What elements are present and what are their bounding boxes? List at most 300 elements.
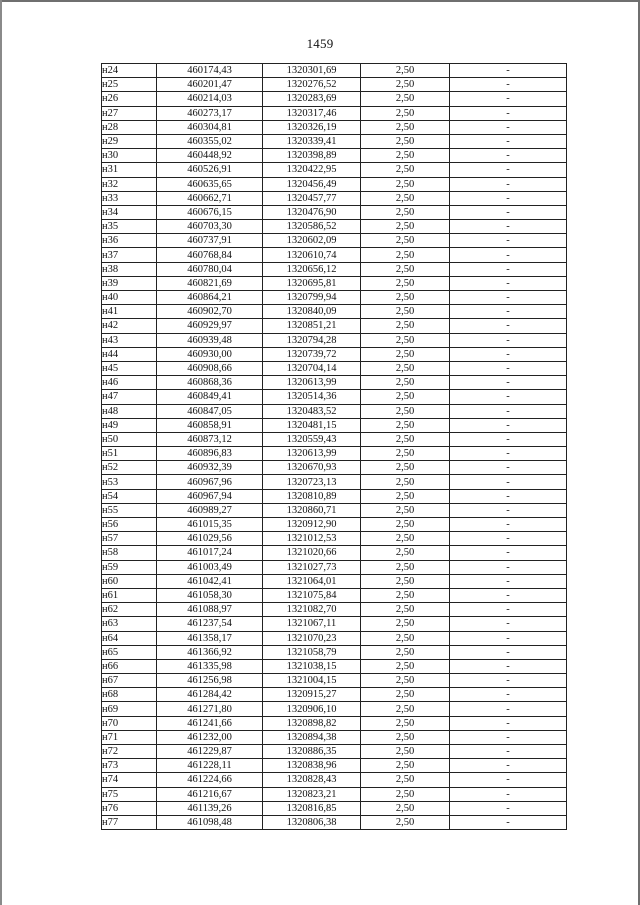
point-id-cell: н32 xyxy=(102,177,157,191)
table-row xyxy=(102,645,567,659)
point-id-cell: н27 xyxy=(102,106,157,120)
table-row xyxy=(102,177,567,191)
y-coordinate-cell: 1320823,21 xyxy=(263,787,361,801)
accuracy-cell: 2,50 xyxy=(361,447,450,461)
point-id-cell: н35 xyxy=(102,220,157,234)
accuracy-cell: 2,50 xyxy=(361,78,450,92)
x-coordinate-cell: 461228,11 xyxy=(157,759,263,773)
y-coordinate-cell: 1321004,15 xyxy=(263,674,361,688)
table-row xyxy=(102,716,567,730)
y-coordinate-cell: 1320851,21 xyxy=(263,319,361,333)
table-row xyxy=(102,674,567,688)
x-coordinate-cell: 460214,03 xyxy=(157,92,263,106)
description-cell: - xyxy=(450,92,567,106)
x-coordinate-cell: 460849,41 xyxy=(157,390,263,404)
x-coordinate-cell: 461003,49 xyxy=(157,560,263,574)
y-coordinate-cell: 1320794,28 xyxy=(263,333,361,347)
y-coordinate-cell: 1320898,82 xyxy=(263,716,361,730)
description-cell: - xyxy=(450,305,567,319)
description-cell: - xyxy=(450,376,567,390)
table-row xyxy=(102,447,567,461)
x-coordinate-cell: 461237,54 xyxy=(157,617,263,631)
table-row xyxy=(102,730,567,744)
accuracy-cell: 2,50 xyxy=(361,489,450,503)
table-row xyxy=(102,489,567,503)
x-coordinate-cell: 461284,42 xyxy=(157,688,263,702)
accuracy-cell: 2,50 xyxy=(361,390,450,404)
description-cell: - xyxy=(450,432,567,446)
accuracy-cell: 2,50 xyxy=(361,503,450,517)
table-row xyxy=(102,106,567,120)
point-id-cell: н49 xyxy=(102,418,157,432)
description-cell: - xyxy=(450,418,567,432)
y-coordinate-cell: 1320915,27 xyxy=(263,688,361,702)
table-row xyxy=(102,745,567,759)
accuracy-cell: 2,50 xyxy=(361,574,450,588)
accuracy-cell: 2,50 xyxy=(361,191,450,205)
y-coordinate-cell: 1320317,46 xyxy=(263,106,361,120)
table-row xyxy=(102,432,567,446)
table-row xyxy=(102,759,567,773)
x-coordinate-cell: 461017,24 xyxy=(157,546,263,560)
coordinates-table xyxy=(101,63,567,830)
x-coordinate-cell: 460847,05 xyxy=(157,404,263,418)
y-coordinate-cell: 1321027,73 xyxy=(263,560,361,574)
accuracy-cell: 2,50 xyxy=(361,134,450,148)
table-row xyxy=(102,191,567,205)
table-row xyxy=(102,376,567,390)
y-coordinate-cell: 1320704,14 xyxy=(263,361,361,375)
y-coordinate-cell: 1320828,43 xyxy=(263,773,361,787)
scan-edge-top xyxy=(0,0,640,2)
accuracy-cell: 2,50 xyxy=(361,234,450,248)
y-coordinate-cell: 1320912,90 xyxy=(263,518,361,532)
y-coordinate-cell: 1320559,43 xyxy=(263,432,361,446)
y-coordinate-cell: 1320860,71 xyxy=(263,503,361,517)
accuracy-cell: 2,50 xyxy=(361,716,450,730)
table-row xyxy=(102,163,567,177)
description-cell: - xyxy=(450,716,567,730)
point-id-cell: н29 xyxy=(102,134,157,148)
accuracy-cell: 2,50 xyxy=(361,92,450,106)
description-cell: - xyxy=(450,404,567,418)
accuracy-cell: 2,50 xyxy=(361,361,450,375)
x-coordinate-cell: 460932,39 xyxy=(157,461,263,475)
y-coordinate-cell: 1320886,35 xyxy=(263,745,361,759)
description-cell: - xyxy=(450,659,567,673)
description-cell: - xyxy=(450,532,567,546)
accuracy-cell: 2,50 xyxy=(361,64,450,78)
point-id-cell: н54 xyxy=(102,489,157,503)
y-coordinate-cell: 1320739,72 xyxy=(263,347,361,361)
table-row xyxy=(102,248,567,262)
description-cell: - xyxy=(450,688,567,702)
table-row xyxy=(102,787,567,801)
accuracy-cell: 2,50 xyxy=(361,461,450,475)
y-coordinate-cell: 1320326,19 xyxy=(263,120,361,134)
x-coordinate-cell: 460929,97 xyxy=(157,319,263,333)
description-cell: - xyxy=(450,773,567,787)
y-coordinate-cell: 1321058,79 xyxy=(263,645,361,659)
x-coordinate-cell: 461216,67 xyxy=(157,787,263,801)
table-row xyxy=(102,588,567,602)
description-cell: - xyxy=(450,489,567,503)
table-row xyxy=(102,64,567,78)
description-cell: - xyxy=(450,134,567,148)
accuracy-cell: 2,50 xyxy=(361,645,450,659)
description-cell: - xyxy=(450,220,567,234)
accuracy-cell: 2,50 xyxy=(361,518,450,532)
x-coordinate-cell: 461139,26 xyxy=(157,801,263,815)
y-coordinate-cell: 1321020,66 xyxy=(263,546,361,560)
accuracy-cell: 2,50 xyxy=(361,404,450,418)
coordinates-table-body xyxy=(102,64,567,830)
point-id-cell: н26 xyxy=(102,92,157,106)
accuracy-cell: 2,50 xyxy=(361,730,450,744)
point-id-cell: н44 xyxy=(102,347,157,361)
x-coordinate-cell: 460868,36 xyxy=(157,376,263,390)
scan-edge-left xyxy=(0,0,2,905)
table-row xyxy=(102,276,567,290)
table-row xyxy=(102,78,567,92)
point-id-cell: н72 xyxy=(102,745,157,759)
table-row xyxy=(102,773,567,787)
x-coordinate-cell: 461058,30 xyxy=(157,588,263,602)
point-id-cell: н62 xyxy=(102,603,157,617)
x-coordinate-cell: 461232,00 xyxy=(157,730,263,744)
accuracy-cell: 2,50 xyxy=(361,475,450,489)
point-id-cell: н59 xyxy=(102,560,157,574)
y-coordinate-cell: 1320339,41 xyxy=(263,134,361,148)
x-coordinate-cell: 460967,96 xyxy=(157,475,263,489)
x-coordinate-cell: 460873,12 xyxy=(157,432,263,446)
table-row xyxy=(102,92,567,106)
x-coordinate-cell: 460174,43 xyxy=(157,64,263,78)
accuracy-cell: 2,50 xyxy=(361,787,450,801)
description-cell: - xyxy=(450,333,567,347)
x-coordinate-cell: 460939,48 xyxy=(157,333,263,347)
accuracy-cell: 2,50 xyxy=(361,291,450,305)
point-id-cell: н25 xyxy=(102,78,157,92)
x-coordinate-cell: 461241,66 xyxy=(157,716,263,730)
description-cell: - xyxy=(450,787,567,801)
point-id-cell: н65 xyxy=(102,645,157,659)
accuracy-cell: 2,50 xyxy=(361,588,450,602)
y-coordinate-cell: 1320514,36 xyxy=(263,390,361,404)
accuracy-cell: 2,50 xyxy=(361,220,450,234)
description-cell: - xyxy=(450,163,567,177)
point-id-cell: н30 xyxy=(102,149,157,163)
x-coordinate-cell: 460448,92 xyxy=(157,149,263,163)
point-id-cell: н34 xyxy=(102,205,157,219)
accuracy-cell: 2,50 xyxy=(361,745,450,759)
accuracy-cell: 2,50 xyxy=(361,815,450,829)
y-coordinate-cell: 1320610,74 xyxy=(263,248,361,262)
x-coordinate-cell: 461098,48 xyxy=(157,815,263,829)
point-id-cell: н43 xyxy=(102,333,157,347)
description-cell: - xyxy=(450,149,567,163)
x-coordinate-cell: 460780,04 xyxy=(157,262,263,276)
table-row xyxy=(102,305,567,319)
table-row xyxy=(102,404,567,418)
accuracy-cell: 2,50 xyxy=(361,674,450,688)
accuracy-cell: 2,50 xyxy=(361,546,450,560)
table-row xyxy=(102,347,567,361)
point-id-cell: н71 xyxy=(102,730,157,744)
description-cell: - xyxy=(450,603,567,617)
table-row xyxy=(102,390,567,404)
point-id-cell: н63 xyxy=(102,617,157,631)
accuracy-cell: 2,50 xyxy=(361,319,450,333)
accuracy-cell: 2,50 xyxy=(361,688,450,702)
point-id-cell: н74 xyxy=(102,773,157,787)
description-cell: - xyxy=(450,461,567,475)
y-coordinate-cell: 1321075,84 xyxy=(263,588,361,602)
x-coordinate-cell: 461015,35 xyxy=(157,518,263,532)
x-coordinate-cell: 460304,81 xyxy=(157,120,263,134)
y-coordinate-cell: 1320723,13 xyxy=(263,475,361,489)
y-coordinate-cell: 1320301,69 xyxy=(263,64,361,78)
table-row xyxy=(102,149,567,163)
table-row xyxy=(102,234,567,248)
table-row xyxy=(102,461,567,475)
description-cell: - xyxy=(450,730,567,744)
y-coordinate-cell: 1320840,09 xyxy=(263,305,361,319)
accuracy-cell: 2,50 xyxy=(361,149,450,163)
description-cell: - xyxy=(450,617,567,631)
x-coordinate-cell: 460355,02 xyxy=(157,134,263,148)
x-coordinate-cell: 461088,97 xyxy=(157,603,263,617)
y-coordinate-cell: 1321038,15 xyxy=(263,659,361,673)
x-coordinate-cell: 460858,91 xyxy=(157,418,263,432)
table-row xyxy=(102,205,567,219)
point-id-cell: н45 xyxy=(102,361,157,375)
point-id-cell: н75 xyxy=(102,787,157,801)
accuracy-cell: 2,50 xyxy=(361,432,450,446)
table-row xyxy=(102,688,567,702)
accuracy-cell: 2,50 xyxy=(361,106,450,120)
table-row xyxy=(102,801,567,815)
point-id-cell: н50 xyxy=(102,432,157,446)
point-id-cell: н48 xyxy=(102,404,157,418)
x-coordinate-cell: 460703,30 xyxy=(157,220,263,234)
table-row xyxy=(102,560,567,574)
description-cell: - xyxy=(450,801,567,815)
x-coordinate-cell: 461358,17 xyxy=(157,631,263,645)
table-row xyxy=(102,291,567,305)
y-coordinate-cell: 1321067,11 xyxy=(263,617,361,631)
x-coordinate-cell: 460821,69 xyxy=(157,276,263,290)
description-cell: - xyxy=(450,248,567,262)
description-cell: - xyxy=(450,745,567,759)
x-coordinate-cell: 461256,98 xyxy=(157,674,263,688)
table-row xyxy=(102,518,567,532)
description-cell: - xyxy=(450,574,567,588)
point-id-cell: н31 xyxy=(102,163,157,177)
description-cell: - xyxy=(450,262,567,276)
point-id-cell: н24 xyxy=(102,64,157,78)
accuracy-cell: 2,50 xyxy=(361,347,450,361)
table-row xyxy=(102,617,567,631)
point-id-cell: н58 xyxy=(102,546,157,560)
point-id-cell: н42 xyxy=(102,319,157,333)
point-id-cell: н52 xyxy=(102,461,157,475)
description-cell: - xyxy=(450,177,567,191)
accuracy-cell: 2,50 xyxy=(361,418,450,432)
y-coordinate-cell: 1320695,81 xyxy=(263,276,361,290)
table-row xyxy=(102,659,567,673)
y-coordinate-cell: 1320799,94 xyxy=(263,291,361,305)
point-id-cell: н36 xyxy=(102,234,157,248)
y-coordinate-cell: 1320838,96 xyxy=(263,759,361,773)
x-coordinate-cell: 460635,65 xyxy=(157,177,263,191)
table-row xyxy=(102,702,567,716)
accuracy-cell: 2,50 xyxy=(361,603,450,617)
description-cell: - xyxy=(450,588,567,602)
description-cell: - xyxy=(450,78,567,92)
x-coordinate-cell: 460902,70 xyxy=(157,305,263,319)
y-coordinate-cell: 1320816,85 xyxy=(263,801,361,815)
table-row xyxy=(102,475,567,489)
accuracy-cell: 2,50 xyxy=(361,276,450,290)
description-cell: - xyxy=(450,319,567,333)
table-row xyxy=(102,574,567,588)
point-id-cell: н60 xyxy=(102,574,157,588)
y-coordinate-cell: 1320810,89 xyxy=(263,489,361,503)
description-cell: - xyxy=(450,234,567,248)
point-id-cell: н57 xyxy=(102,532,157,546)
x-coordinate-cell: 460737,91 xyxy=(157,234,263,248)
table-row xyxy=(102,134,567,148)
accuracy-cell: 2,50 xyxy=(361,177,450,191)
description-cell: - xyxy=(450,645,567,659)
description-cell: - xyxy=(450,447,567,461)
accuracy-cell: 2,50 xyxy=(361,532,450,546)
page-number: 1459 xyxy=(306,36,334,51)
point-id-cell: н67 xyxy=(102,674,157,688)
point-id-cell: н64 xyxy=(102,631,157,645)
description-cell: - xyxy=(450,64,567,78)
table-row xyxy=(102,333,567,347)
x-coordinate-cell: 461029,56 xyxy=(157,532,263,546)
description-cell: - xyxy=(450,518,567,532)
accuracy-cell: 2,50 xyxy=(361,659,450,673)
point-id-cell: н53 xyxy=(102,475,157,489)
y-coordinate-cell: 1321064,01 xyxy=(263,574,361,588)
accuracy-cell: 2,50 xyxy=(361,120,450,134)
x-coordinate-cell: 460662,71 xyxy=(157,191,263,205)
point-id-cell: н46 xyxy=(102,376,157,390)
point-id-cell: н28 xyxy=(102,120,157,134)
description-cell: - xyxy=(450,106,567,120)
y-coordinate-cell: 1320483,52 xyxy=(263,404,361,418)
table-row xyxy=(102,815,567,829)
description-cell: - xyxy=(450,347,567,361)
y-coordinate-cell: 1320422,95 xyxy=(263,163,361,177)
table-row xyxy=(102,532,567,546)
y-coordinate-cell: 1320276,52 xyxy=(263,78,361,92)
description-cell: - xyxy=(450,205,567,219)
y-coordinate-cell: 1320906,10 xyxy=(263,702,361,716)
point-id-cell: н51 xyxy=(102,447,157,461)
description-cell: - xyxy=(450,475,567,489)
x-coordinate-cell: 460526,91 xyxy=(157,163,263,177)
accuracy-cell: 2,50 xyxy=(361,262,450,276)
description-cell: - xyxy=(450,120,567,134)
x-coordinate-cell: 460676,15 xyxy=(157,205,263,219)
point-id-cell: н73 xyxy=(102,759,157,773)
point-id-cell: н33 xyxy=(102,191,157,205)
x-coordinate-cell: 460768,84 xyxy=(157,248,263,262)
point-id-cell: н76 xyxy=(102,801,157,815)
accuracy-cell: 2,50 xyxy=(361,773,450,787)
table-row xyxy=(102,361,567,375)
point-id-cell: н55 xyxy=(102,503,157,517)
x-coordinate-cell: 460864,21 xyxy=(157,291,263,305)
accuracy-cell: 2,50 xyxy=(361,801,450,815)
y-coordinate-cell: 1320283,69 xyxy=(263,92,361,106)
y-coordinate-cell: 1321082,70 xyxy=(263,603,361,617)
point-id-cell: н38 xyxy=(102,262,157,276)
y-coordinate-cell: 1320894,38 xyxy=(263,730,361,744)
y-coordinate-cell: 1320670,93 xyxy=(263,461,361,475)
y-coordinate-cell: 1320398,89 xyxy=(263,149,361,163)
y-coordinate-cell: 1320602,09 xyxy=(263,234,361,248)
y-coordinate-cell: 1321070,23 xyxy=(263,631,361,645)
accuracy-cell: 2,50 xyxy=(361,333,450,347)
table-row xyxy=(102,603,567,617)
table-row xyxy=(102,631,567,645)
x-coordinate-cell: 461229,87 xyxy=(157,745,263,759)
description-cell: - xyxy=(450,702,567,716)
x-coordinate-cell: 460201,47 xyxy=(157,78,263,92)
x-coordinate-cell: 461042,41 xyxy=(157,574,263,588)
description-cell: - xyxy=(450,560,567,574)
table-row xyxy=(102,319,567,333)
table-row xyxy=(102,546,567,560)
point-id-cell: н77 xyxy=(102,815,157,829)
y-coordinate-cell: 1320613,99 xyxy=(263,447,361,461)
point-id-cell: н47 xyxy=(102,390,157,404)
y-coordinate-cell: 1320613,99 xyxy=(263,376,361,390)
description-cell: - xyxy=(450,291,567,305)
point-id-cell: н41 xyxy=(102,305,157,319)
accuracy-cell: 2,50 xyxy=(361,702,450,716)
table-row xyxy=(102,503,567,517)
point-id-cell: н37 xyxy=(102,248,157,262)
x-coordinate-cell: 460930,00 xyxy=(157,347,263,361)
x-coordinate-cell: 461335,98 xyxy=(157,659,263,673)
point-id-cell: н40 xyxy=(102,291,157,305)
y-coordinate-cell: 1320806,38 xyxy=(263,815,361,829)
x-coordinate-cell: 461224,66 xyxy=(157,773,263,787)
description-cell: - xyxy=(450,759,567,773)
y-coordinate-cell: 1321012,53 xyxy=(263,532,361,546)
description-cell: - xyxy=(450,276,567,290)
accuracy-cell: 2,50 xyxy=(361,617,450,631)
point-id-cell: н61 xyxy=(102,588,157,602)
x-coordinate-cell: 460967,94 xyxy=(157,489,263,503)
table-row xyxy=(102,262,567,276)
y-coordinate-cell: 1320656,12 xyxy=(263,262,361,276)
description-cell: - xyxy=(450,361,567,375)
description-cell: - xyxy=(450,546,567,560)
accuracy-cell: 2,50 xyxy=(361,305,450,319)
x-coordinate-cell: 460273,17 xyxy=(157,106,263,120)
y-coordinate-cell: 1320456,49 xyxy=(263,177,361,191)
y-coordinate-cell: 1320481,15 xyxy=(263,418,361,432)
x-coordinate-cell: 460908,66 xyxy=(157,361,263,375)
